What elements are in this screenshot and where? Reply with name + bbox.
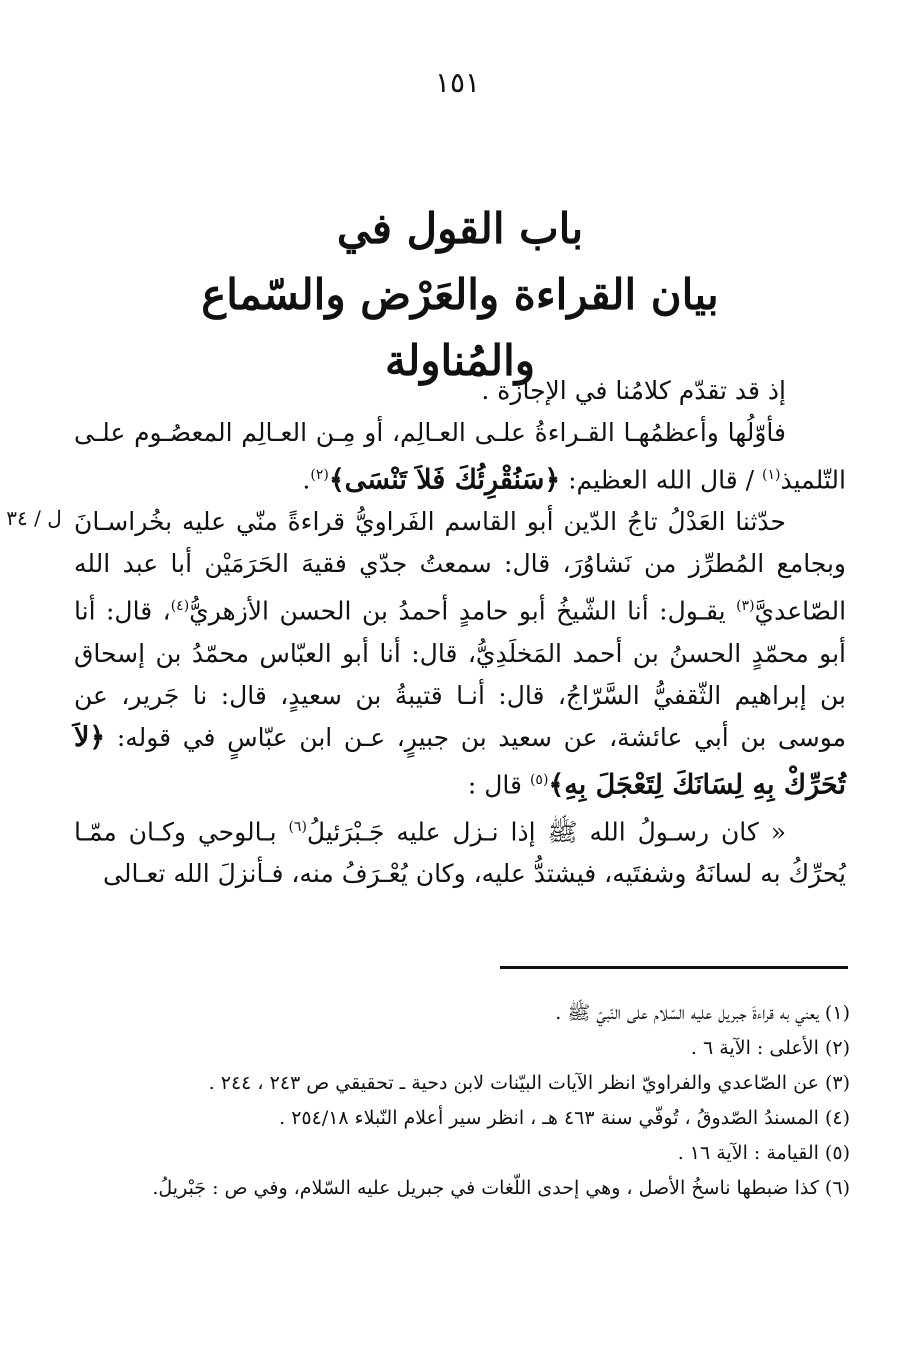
- text-segment: قال :: [467, 769, 530, 799]
- quran-verse: ﴿لاَ تُحَرِّكْ بِهِ لِسَانَكَ لِتَعْجَلَ بِهِ﴾: [74, 721, 846, 800]
- footnote-ref-6: (٦): [288, 818, 307, 835]
- footnote-ref-2: (٢): [310, 467, 329, 483]
- text-segment: .: [302, 465, 311, 495]
- chapter-title: [120, 196, 800, 394]
- footnote-3: (٣) عن الصّاعدي والفراويّ انظر الآيات البيّنات لابن دحية ـ تحقيقي ص ٢٤٣ ، ٢٤٤ .: [208, 1072, 850, 1094]
- page-number: ١٥١: [434, 66, 481, 99]
- text-segment: بـالوحي وكـان ممّـا يُحرِّكُ به لسانَهُ وشفتَيه، فيشتدُّ عليه، وكان يُعْـرَفُ منه، فـأنزلَ الله تعـالى: [74, 817, 846, 889]
- paragraph-intro: [74, 370, 846, 412]
- chapter-title-line-2: بيان القراءة والعَرْض والسّماع والمُناولة: [201, 270, 719, 385]
- footnote-1: (١) يعني به قراءةَ جبريل عليه السّلام على النّبيّ ﷺ .: [555, 1002, 850, 1024]
- text-segment: ، قال: أنا أبو محمّدٍ الحسنُ بن أحمد المَخلَدِيُّ، قال: أنا أبو العبّاس محمّدُ بن إسحاق بن إبراهيم الثّقفيُّ السَّرّاجُ، قال: أنـا قتيبةُ بن سعيدٍ، قال: نا جَرير، عن موسى بن أبي عائشة، عن سعيد بن جبيرٍ، عـن ابن عبّاسٍ في قوله:: [74, 596, 846, 752]
- footnote-ref-5: (٥): [529, 771, 549, 788]
- text-segment: يقـول: أنا الشّيخُ أبو حامدٍ أحمدُ بن الحسن الأزهريُّ: [189, 596, 737, 626]
- paragraph-isnad: [74, 501, 846, 806]
- paragraph-hadith: [74, 806, 846, 895]
- text-segment: « كان رسـولُ الله ﷺ إذا نـزل عليه جَـبْرَئيلُ: [306, 817, 787, 847]
- quran-verse: ﴿سَنُقْرِئُكَ فَلاَ تَنْسَى﴾: [328, 464, 561, 496]
- footnote-ref-3: (٣): [736, 598, 755, 615]
- paragraph-reading: [74, 412, 846, 501]
- footnote-ref-4: (٤): [170, 598, 190, 615]
- paragraph-intro-text: إذ قد تقدّم كلامُنا في الإجازة .: [481, 376, 786, 405]
- main-text: [74, 370, 846, 895]
- manuscript-folio-marker: ل / ٣٤: [6, 506, 62, 530]
- footnote-divider: [500, 966, 848, 969]
- footnote-6: (٦) كذا ضبطها ناسخُ الأصل ، وهي إحدى اللّغات في جبريل عليه السّلام، وفي ص : جَبْريلُ.: [152, 1177, 850, 1199]
- text-segment: حدّثنا العَدْلُ تاجُ الدّين أبو القاسم الفَراويُّ قراءةً منّي عليه بخُراسـانَ وبجامع المُطرِّز من نَشاوُرَ، قال: سمعتُ جدّي فقيهَ الحَرَمَيْن أبا عبد الله الصّاعديَّ: [74, 507, 847, 626]
- footnote-5: (٥) القيامة : الآية ١٦ .: [677, 1142, 850, 1164]
- footnote-2: (٢) الأعلى : الآية ٦ .: [690, 1037, 850, 1059]
- text-segment: / قال الله العظيم:: [560, 465, 763, 495]
- footnote-ref-1: (١): [762, 467, 781, 483]
- footnotes: [90, 996, 850, 1206]
- footnote-4: (٤) المسندُ الصّدوقُ ، تُوفّي سنة ٤٦٣ هـ ، انظر سير أعلام النّبلاء ٢٥٤/١٨ .: [279, 1107, 850, 1129]
- text-segment: فأوّلُها وأعظمُهـا القـراءةُ علـى العـالِم، أو مِـن العـالِم المعصُـوم علـى التّلميذ: [74, 418, 846, 495]
- chapter-title-line-1: باب القول في: [336, 204, 584, 253]
